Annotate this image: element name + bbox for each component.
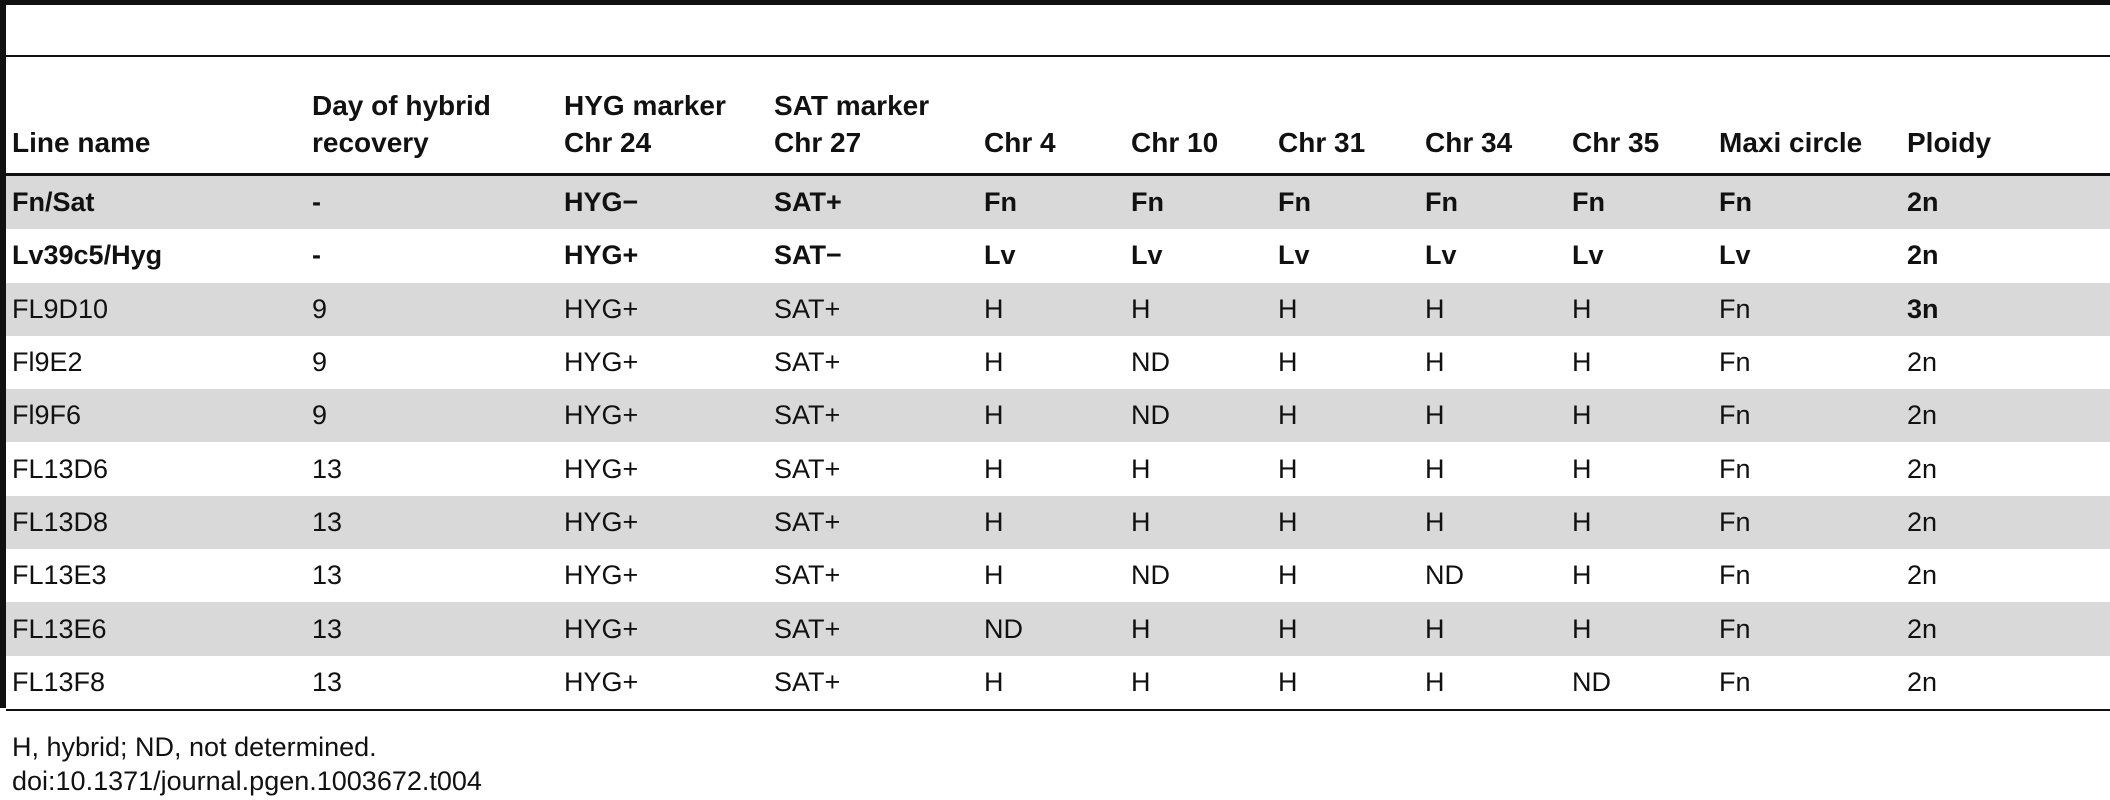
column-header-chr-4: Chr 4 (978, 57, 1125, 175)
cell-chr-10: H (1125, 602, 1272, 655)
top-rule (0, 0, 2110, 5)
cell-maxi-circle: Fn (1713, 656, 1901, 710)
cell-maxi-circle: Fn (1713, 496, 1901, 549)
cell-day: 9 (306, 389, 558, 442)
cell-line-name: FL13D8 (6, 496, 306, 549)
cell-sat: SAT+ (768, 602, 978, 655)
cell-line-name: Fl9E2 (12, 347, 83, 378)
cell-day: 9 (312, 347, 328, 378)
cell-chr-10: Fn (1125, 175, 1272, 230)
cell-line-name: Lv39c5/Hyg (12, 240, 163, 271)
cell-hyg: HYG+ (558, 389, 768, 442)
cell-maxi-circle: Fn (1713, 283, 1901, 336)
cell-line-name: Fn/Sat (6, 175, 306, 230)
cell-day: 13 (306, 496, 558, 549)
cell-chr-31: H (1278, 560, 1298, 591)
doi-text: doi:10.1371/journal.pgen.1003672.t004 (12, 766, 482, 796)
cell-hyg: HYG+ (558, 656, 768, 710)
cell-chr-10: H (1131, 453, 1151, 484)
cell-chr-4: ND (978, 602, 1125, 655)
cell-chr-35: H (1572, 453, 1592, 484)
cell-ploidy: 2n (1907, 453, 1938, 484)
cell-chr-4: H (978, 389, 1125, 442)
cell-ploidy: 2n (1901, 389, 2110, 442)
cell-hyg: HYG+ (564, 240, 639, 271)
table-row (6, 442, 2110, 495)
cell-chr-31: H (1278, 347, 1298, 378)
cell-maxi-circle: Fn (1719, 347, 1751, 378)
cell-day: 13 (306, 656, 558, 710)
cell-day: - (312, 240, 321, 271)
table-row (6, 496, 2110, 549)
cell-sat: SAT+ (768, 389, 978, 442)
cell-chr-34: H (1419, 656, 1566, 710)
cell-chr-4: Lv (984, 240, 1016, 271)
cell-line-name: FL13D6 (12, 453, 109, 484)
cell-chr-34: H (1425, 453, 1445, 484)
cell-ploidy: 2n (1901, 496, 2110, 549)
table-row (6, 602, 2110, 655)
cell-chr-31: H (1272, 496, 1419, 549)
cell-chr-34: H (1425, 347, 1445, 378)
cell-chr-35: H (1572, 347, 1592, 378)
column-header-line-name: Line name (6, 57, 306, 175)
cell-sat: SAT+ (774, 347, 841, 378)
table-row (6, 336, 2110, 389)
column-header-day-of-hybrid-recovery: Day of hybrid recovery (306, 57, 558, 175)
cell-chr-31: H (1272, 389, 1419, 442)
cell-chr-31: H (1278, 453, 1298, 484)
cell-chr-31: H (1272, 656, 1419, 710)
cell-chr-34: H (1419, 496, 1566, 549)
cell-maxi-circle: Fn (1713, 602, 1901, 655)
cell-chr-34: H (1419, 389, 1566, 442)
cell-chr-35: H (1566, 602, 1713, 655)
cell-sat: SAT+ (768, 283, 978, 336)
cell-chr-4: H (984, 453, 1004, 484)
cell-chr-35: ND (1566, 656, 1713, 710)
cell-maxi-circle: Fn (1719, 560, 1751, 591)
cell-chr-4: H (984, 560, 1004, 591)
cell-ploidy: 2n (1901, 175, 2110, 230)
cell-chr-10: ND (1131, 347, 1170, 378)
cell-chr-35: H (1566, 283, 1713, 336)
cell-chr-35: H (1566, 496, 1713, 549)
cell-chr-10: H (1125, 496, 1272, 549)
cell-ploidy: 2n (1901, 602, 2110, 655)
cell-chr-35: H (1572, 560, 1592, 591)
column-header-chr-34: Chr 34 (1419, 57, 1566, 175)
column-header-hyg-marker: HYG marker Chr 24 (558, 57, 768, 175)
table-row (6, 656, 2110, 710)
cell-hyg: HYG+ (564, 347, 639, 378)
cell-chr-34: ND (1425, 560, 1464, 591)
cell-chr-10: ND (1125, 389, 1272, 442)
cell-chr-10: ND (1131, 560, 1170, 591)
cell-hyg: HYG− (558, 175, 768, 230)
cell-sat: SAT− (774, 240, 842, 271)
cell-chr-31: Fn (1272, 175, 1419, 230)
table-row-parent-fn-sat (6, 175, 2110, 230)
cell-maxi-circle: Lv (1719, 240, 1751, 271)
cell-line-name: FL13F8 (6, 656, 306, 710)
table-header-row (6, 57, 2110, 175)
cell-chr-34: Fn (1419, 175, 1566, 230)
cell-chr-31: H (1272, 283, 1419, 336)
cell-chr-35: Lv (1572, 240, 1604, 271)
cell-sat: SAT+ (774, 453, 841, 484)
cell-chr-35: Fn (1566, 175, 1713, 230)
column-header-sat-marker: SAT marker Chr 27 (768, 57, 978, 175)
column-header-ploidy: Ploidy (1901, 57, 2110, 175)
cell-line-name: Fl9F6 (6, 389, 306, 442)
cell-hyg: HYG+ (564, 453, 639, 484)
cell-hyg: HYG+ (564, 560, 639, 591)
column-header-maxi-circle: Maxi circle (1713, 57, 1901, 175)
cell-chr-4: H (978, 496, 1125, 549)
cell-chr-4: H (978, 283, 1125, 336)
cell-maxi-circle: Fn (1713, 389, 1901, 442)
cell-ploidy: 2n (1901, 656, 2110, 710)
cell-chr-34: H (1419, 283, 1566, 336)
cell-chr-34: H (1419, 602, 1566, 655)
cell-day: 13 (312, 453, 343, 484)
table-footnote: H, hybrid; ND, not determined. (12, 732, 377, 762)
cell-chr-4: Fn (978, 175, 1125, 230)
cell-maxi-circle: Fn (1719, 453, 1751, 484)
cell-line-name: FL13E6 (6, 602, 306, 655)
cell-sat: SAT+ (768, 496, 978, 549)
data-table (6, 57, 2110, 711)
column-header-chr-31: Chr 31 (1272, 57, 1419, 175)
table-row (6, 283, 2110, 336)
cell-chr-31: Lv (1278, 240, 1310, 271)
cell-day: - (306, 175, 558, 230)
column-header-chr-35: Chr 35 (1566, 57, 1713, 175)
table-row-parent-lv39c5-hyg (6, 229, 2110, 282)
cell-sat: SAT+ (768, 175, 978, 230)
cell-chr-35: H (1566, 389, 1713, 442)
cell-hyg: HYG+ (558, 283, 768, 336)
cell-line-name: FL9D10 (6, 283, 306, 336)
table-row (6, 389, 2110, 442)
cell-hyg: HYG+ (558, 496, 768, 549)
cell-line-name: FL13E3 (12, 560, 107, 591)
cell-chr-4: H (984, 347, 1004, 378)
cell-hyg: HYG+ (558, 602, 768, 655)
cell-day: 13 (312, 560, 343, 591)
cell-chr-31: H (1272, 602, 1419, 655)
cell-maxi-circle: Fn (1713, 175, 1901, 230)
cell-sat: SAT+ (774, 560, 841, 591)
cell-ploidy: 2n (1907, 240, 1939, 271)
cell-ploidy: 3n (1901, 283, 2110, 336)
column-header-chr-10: Chr 10 (1125, 57, 1272, 175)
cell-chr-10: Lv (1131, 240, 1163, 271)
table-row (6, 549, 2110, 602)
cell-sat: SAT+ (768, 656, 978, 710)
cell-chr-4: H (978, 656, 1125, 710)
cell-day: 9 (306, 283, 558, 336)
cell-chr-34: Lv (1425, 240, 1457, 271)
cell-ploidy: 2n (1907, 347, 1938, 378)
cell-chr-10: H (1125, 656, 1272, 710)
cell-day: 13 (306, 602, 558, 655)
cell-ploidy: 2n (1907, 560, 1938, 591)
cell-chr-10: H (1125, 283, 1272, 336)
